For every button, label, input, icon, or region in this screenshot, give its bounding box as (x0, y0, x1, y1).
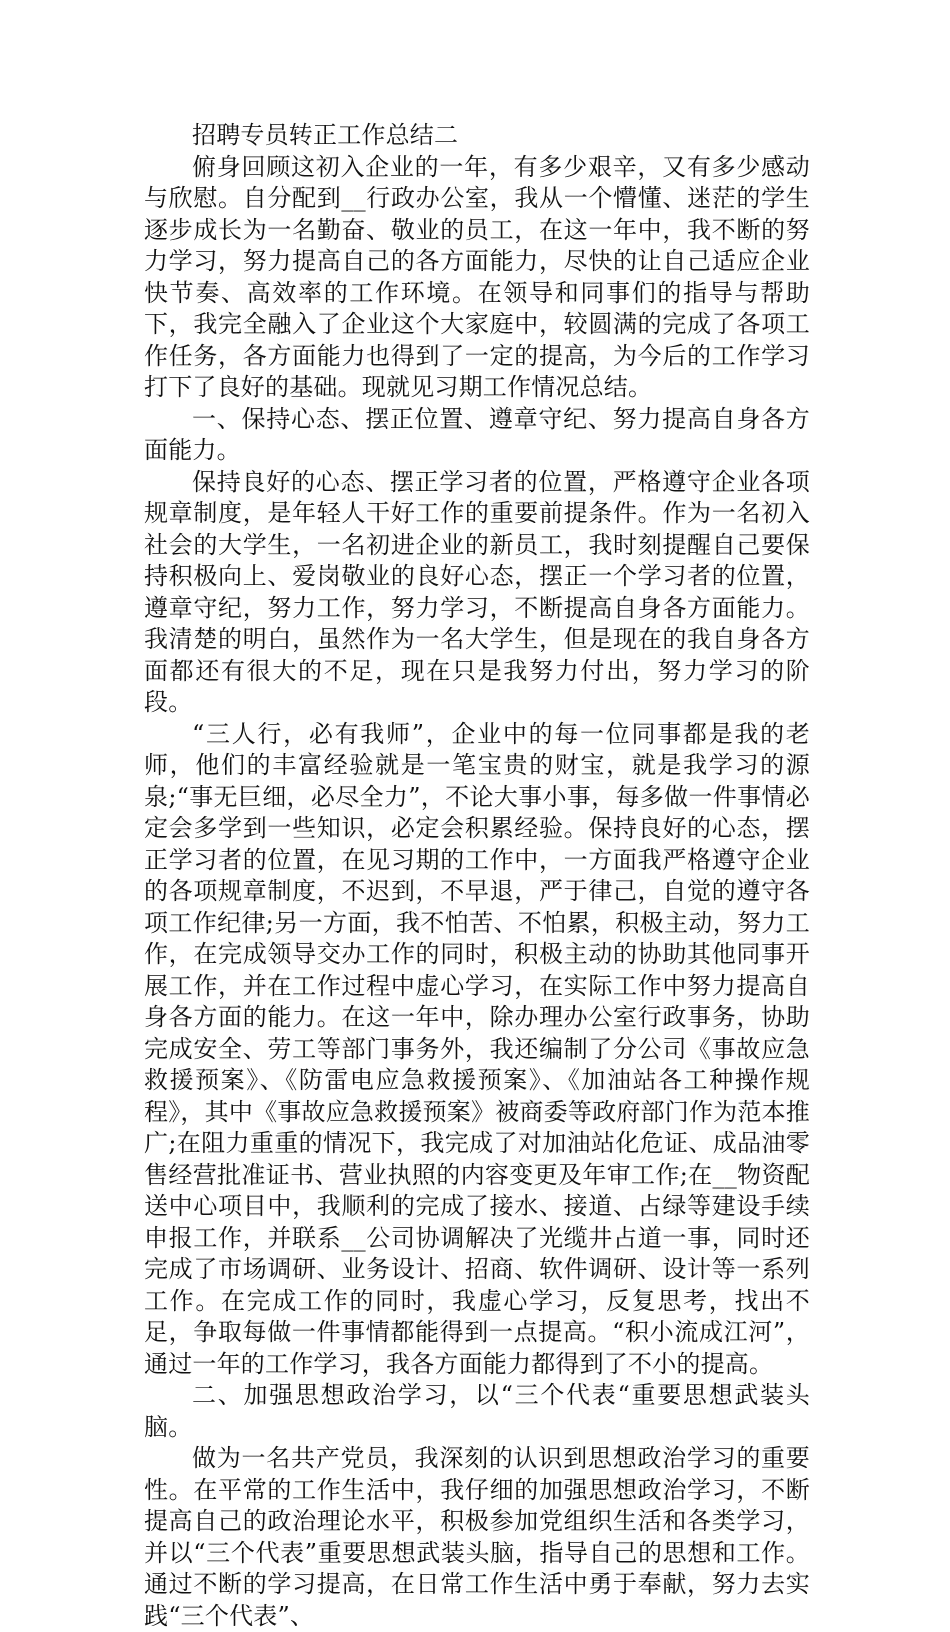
paragraph-mindset: 保持良好的心态、摆正学习者的位置，严格遵守企业各项规章制度，是年轻人干好工作的重要前提条件。作为一名初入社会的大学生，一名初进企业的新员工，我时刻提醒自己要保持积极向上、爱岗敬业的良好心态，摆正一个学习者的位置，遵章守纪，努力工作，努力学习，不断提高自身各方面能力。我清楚的明白，虽然作为一名大学生，但是现在的我自身各方面都还有很大的不足，现在只是我努力付出，努力学习的阶段。 (144, 467, 810, 716)
paragraph-intro: 俯身回顾这初入企业的一年，有多少艰辛，又有多少感动与欣慰。自分配到__行政办公室，我从一个懵懂、迷茫的学生逐步成长为一名勤奋、敬业的员工，在这一年中，我不断的努力学习，努力提高自己的各方面能力，尽快的让自己适应企业快节奏、高效率的工作环境。在领导和同事们的指导与帮助下，我完全融入了企业这个大家庭中，较圆满的完成了各项工作任务，各方面能力也得到了一定的提高，为今后的工作学习打下了良好的基础。现就见习期工作情况总结。 (144, 152, 810, 401)
paragraph-political-study: 做为一名共产党员，我深刻的认识到思想政治学习的重要性。在平常的工作生活中，我仔细的加强思想政治学习，不断提高自己的政治理论水平，积极参加党组织生活和各类学习，并以“三个代表”重要思想武装头脑，指导自己的思想和工作。通过不断的学习提高，在日常工作生活中勇于奉献，努力去实践“三个代表”、 (144, 1444, 810, 1630)
document-body (144, 120, 810, 1632)
document-title: 招聘专员转正工作总结二 (192, 121, 459, 149)
paragraph-learning: “三人行，必有我师”，企业中的每一位同事都是我的老师，他们的丰富经验就是一笔宝贵的财宝，就是我学习的源泉;“事无巨细，必尽全力”，不论大事小事，每多做一件事情必定会多学到一些知识，必定会积累经验。保持良好的心态，摆正学习者的位置，在见习期的工作中，一方面我严格遵守企业的各项规章制度，不迟到，不早退，严于律己，自觉的遵守各项工作纪律;另一方面，我不怕苦、不怕累，积极主动，努力工作，在完成领导交办工作的同时，积极主动的协助其他同事开展工作，并在工作过程中虚心学习，在实际工作中努力提高自身各方面的能力。在这一年中，除办理办公室行政事务，协助完成安全、劳工等部门事务外，我还编制了分公司《事故应急救援预案》、《防雷电应急救援预案》、《加油站各工种操作规程》，其中《事故应急救援预案》被商委等政府部门作为范本推广;在阻力重重的情况下，我完成了对加油站化危证、成品油零售经营批准证书、营业执照的内容变更及年审工作;在__物资配送中心项目中，我顺利的完成了接水、接道、占绿等建设手续申报工作，并联系__公司协调解决了光缆井占道一事，同时还完成了市场调研、业务设计、招商、软件调研、设计等一系列工作。在完成工作的同时，我虚心学习，反复思考，找出不足，争取每做一件事情都能得到一点提高。“积小流成江河”，通过一年的工作学习，我各方面能力都得到了不小的提高。 (144, 719, 810, 1378)
section-heading-1: 一、保持心态、摆正位置、遵章守纪、努力提高自身各方面能力。 (144, 404, 810, 464)
section-heading-2: 二、加强思想政治学习，以“三个代表“重要思想武装头脑。 (144, 1381, 810, 1441)
